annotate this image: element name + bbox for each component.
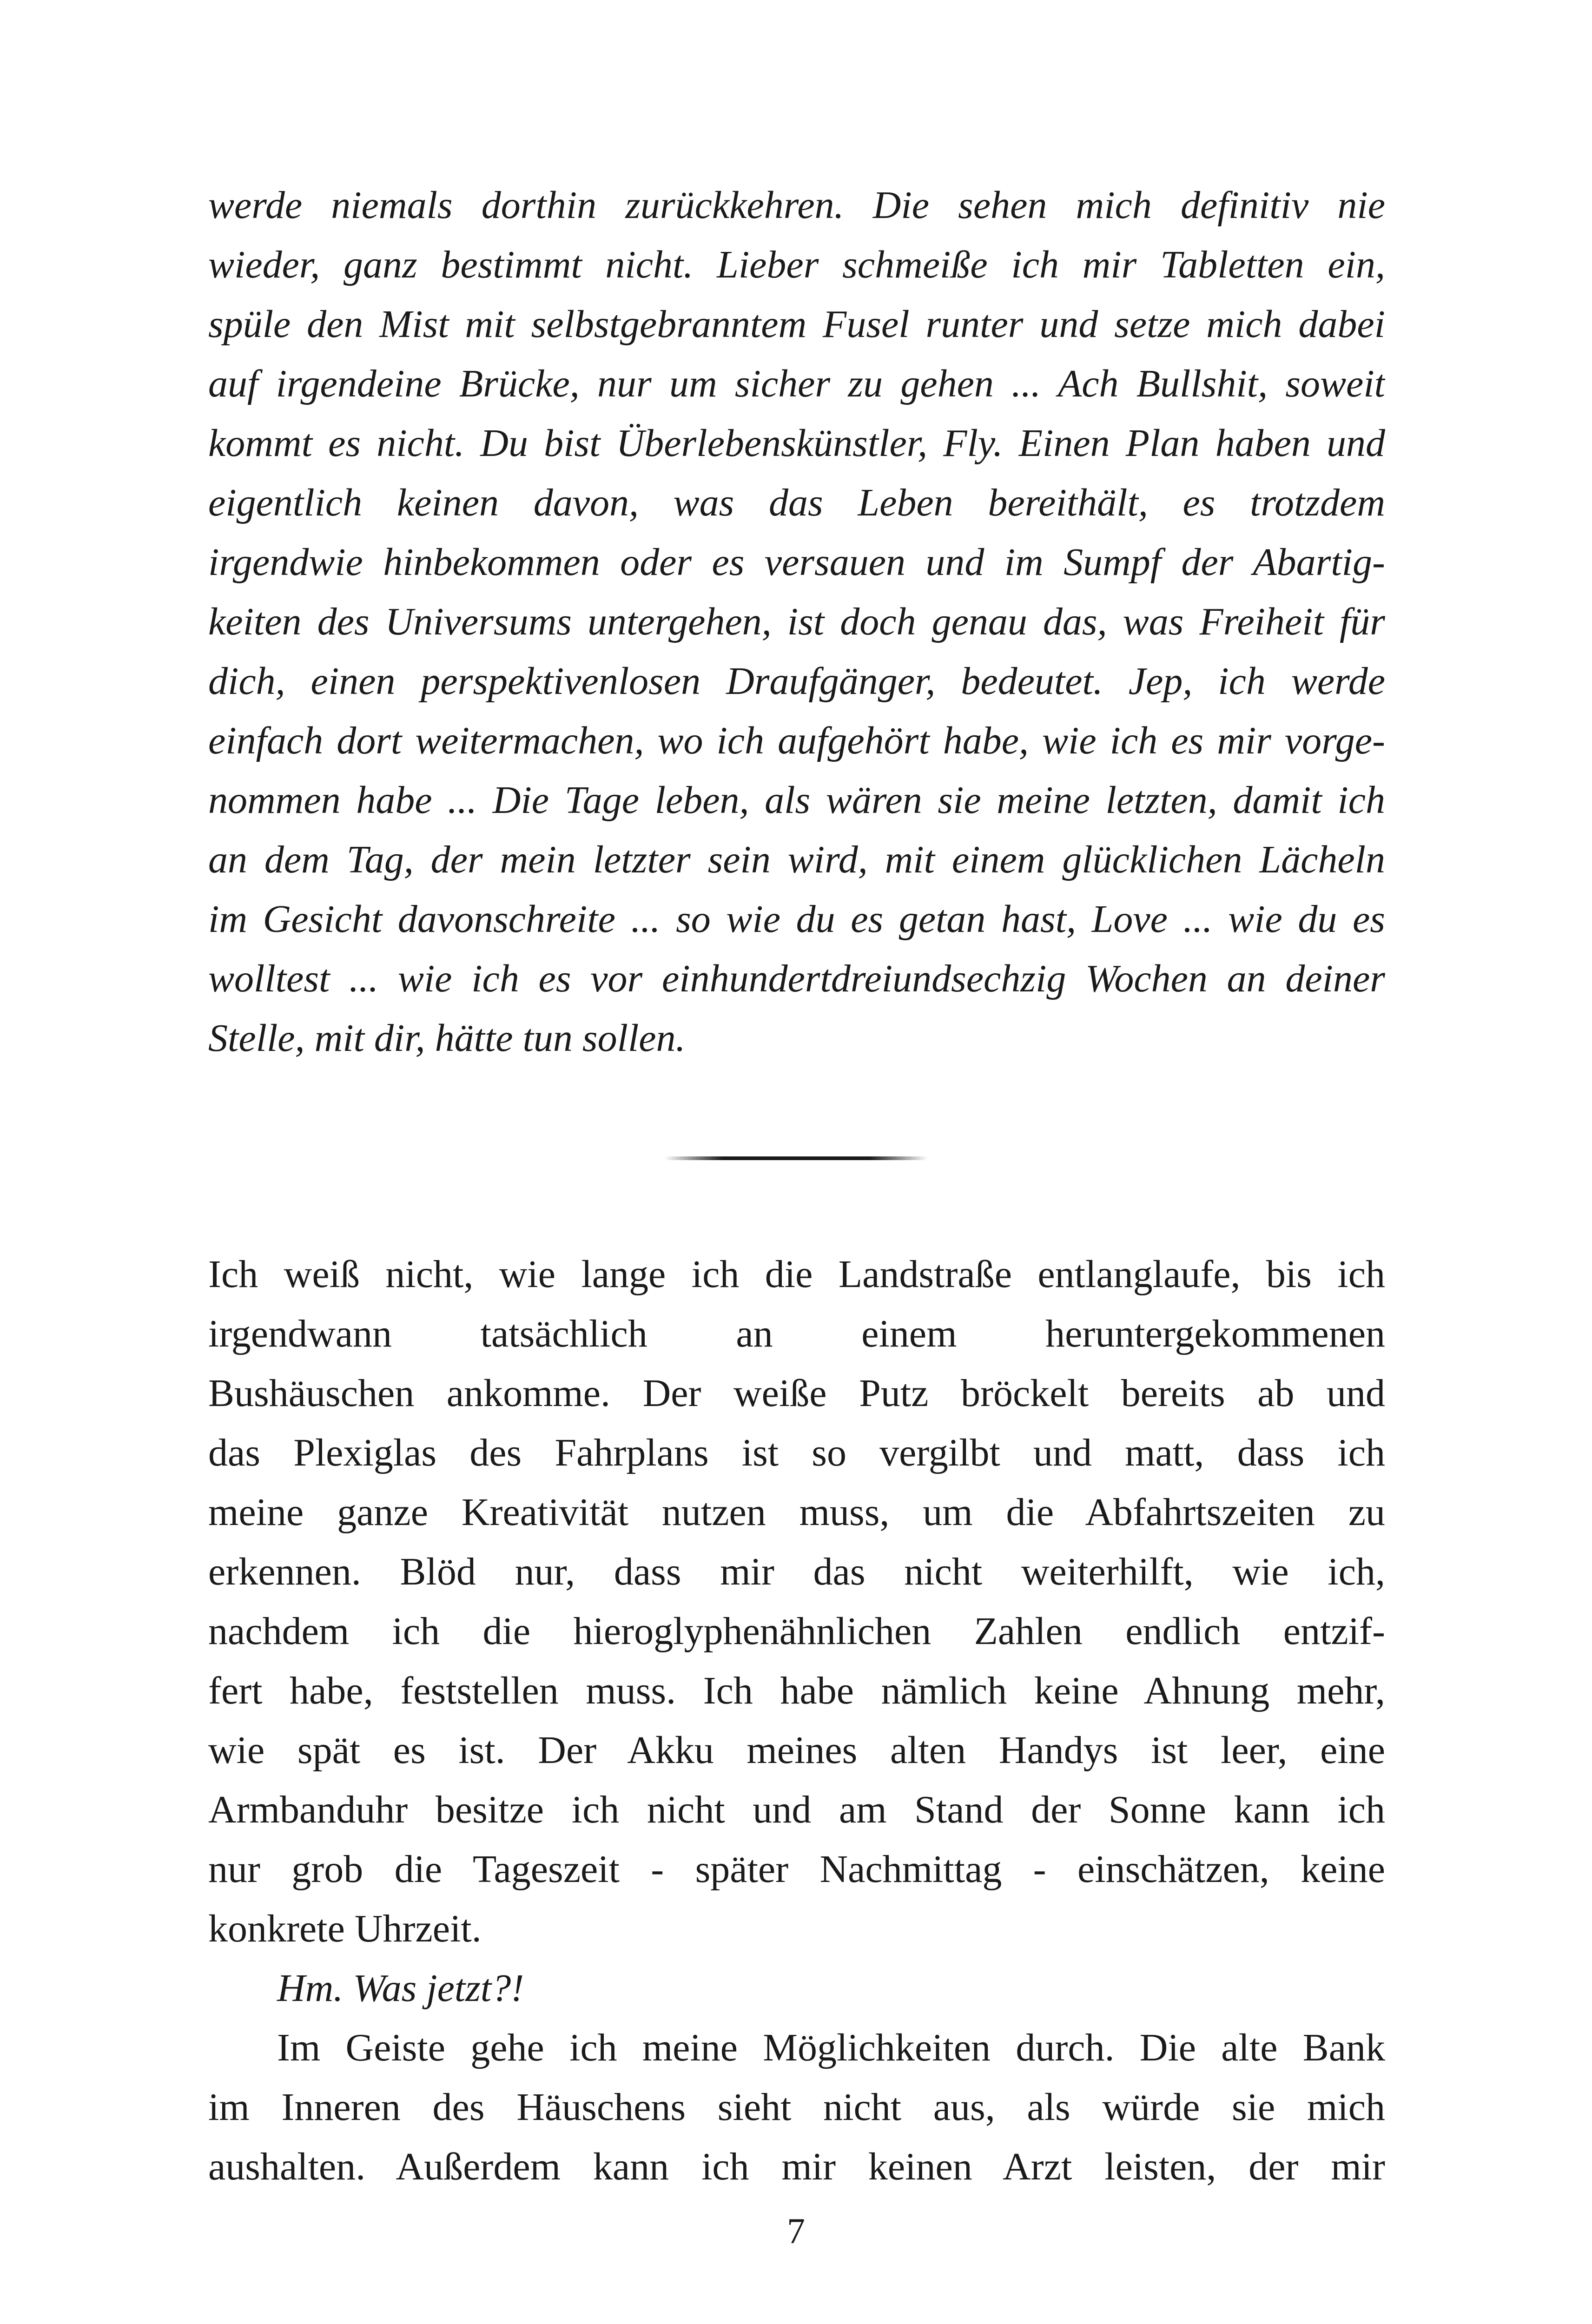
text-line: nachdem ich die hieroglyphenähnlichen Zahlen endlich entzif- bbox=[208, 1610, 1385, 1653]
text-line: auf irgendeine Brücke, nur um sicher zu gehen ... Ach Bullshit, soweit bbox=[208, 362, 1385, 405]
text-line: an dem Tag, der mein letzter sein wird, mit einem glücklichen Lächeln bbox=[208, 838, 1385, 881]
text-line: Im Geiste gehe ich meine Möglichkeiten durch. Die alte Bank bbox=[277, 2026, 1385, 2069]
text-line: Armbanduhr besitze ich nicht und am Stand der Sonne kann ich bbox=[208, 1788, 1385, 1831]
text-line: das Plexiglas des Fahrplans ist so vergilbt und matt, dass ich bbox=[208, 1431, 1385, 1474]
text-line: im Inneren des Häuschens sieht nicht aus, als würde sie mich bbox=[208, 2086, 1385, 2129]
text-line: wolltest ... wie ich es vor einhundertdreiundsechzig Wochen an deiner bbox=[208, 957, 1385, 1000]
text-line: nur grob die Tageszeit - später Nachmittag - einschätzen, keine bbox=[208, 1848, 1385, 1891]
text-line: irgendwann tatsächlich an einem heruntergekommenen bbox=[208, 1312, 1385, 1355]
text-line: werde niemals dorthin zurückkehren. Die sehen mich definitiv nie bbox=[208, 184, 1385, 227]
thought-line: Hm. Was jetzt?! bbox=[277, 1967, 524, 2010]
body-text bbox=[208, 1245, 1385, 2197]
text-line: eigentlich keinen davon, was das Leben bereithält, es trotzdem bbox=[208, 481, 1385, 524]
text-line: Bushäuschen ankomme. Der weiße Putz bröckelt bereits ab und bbox=[208, 1372, 1385, 1415]
text-line: dich, einen perspektivenlosen Draufgänger, bedeutet. Jep, ich werde bbox=[208, 660, 1385, 703]
text-line: erkennen. Blöd nur, dass mir das nicht weiterhilft, wie ich, bbox=[208, 1550, 1385, 1593]
text-line: fert habe, feststellen muss. Ich habe nämlich keine Ahnung mehr, bbox=[208, 1669, 1385, 1712]
text-line: aushalten. Außerdem kann ich mir keinen Arzt leisten, der mir bbox=[208, 2145, 1385, 2188]
text-line: meine ganze Kreativität nutzen muss, um die Abfahrtszeiten zu bbox=[208, 1491, 1385, 1534]
text-line: Stelle, mit dir, hätte tun sollen. bbox=[208, 1017, 686, 1060]
text-line: irgendwie hinbekommen oder es versauen und im Sumpf der Abartig- bbox=[208, 541, 1385, 584]
text-line: Ich weiß nicht, wie lange ich die Landstraße entlanglaufe, bis ich bbox=[208, 1253, 1385, 1296]
section-divider bbox=[665, 1156, 928, 1160]
text-line: einfach dort weitermachen, wo ich aufgehört habe, wie ich es mir vorge- bbox=[208, 719, 1385, 762]
text-line: spüle den Mist mit selbstgebranntem Fusel runter und setze mich dabei bbox=[208, 303, 1385, 346]
italic-inner-monologue bbox=[208, 176, 1385, 1068]
page-number: 7 bbox=[787, 2211, 805, 2251]
text-line: wieder, ganz bestimmt nicht. Lieber schmeiße ich mir Tabletten ein, bbox=[208, 243, 1385, 286]
text-line: nommen habe ... Die Tage leben, als wären sie meine letzten, damit ich bbox=[208, 779, 1385, 822]
text-line: wie spät es ist. Der Akku meines alten Handys ist leer, eine bbox=[208, 1729, 1385, 1772]
text-line: keiten des Universums untergehen, ist doch genau das, was Freiheit für bbox=[208, 600, 1385, 643]
text-line: kommt es nicht. Du bist Überlebenskünstler, Fly. Einen Plan haben und bbox=[208, 422, 1385, 465]
text-line: konkrete Uhrzeit. bbox=[208, 1907, 482, 1950]
text-line: im Gesicht davonschreite ... so wie du es getan hast, Love ... wie du es bbox=[208, 898, 1385, 941]
